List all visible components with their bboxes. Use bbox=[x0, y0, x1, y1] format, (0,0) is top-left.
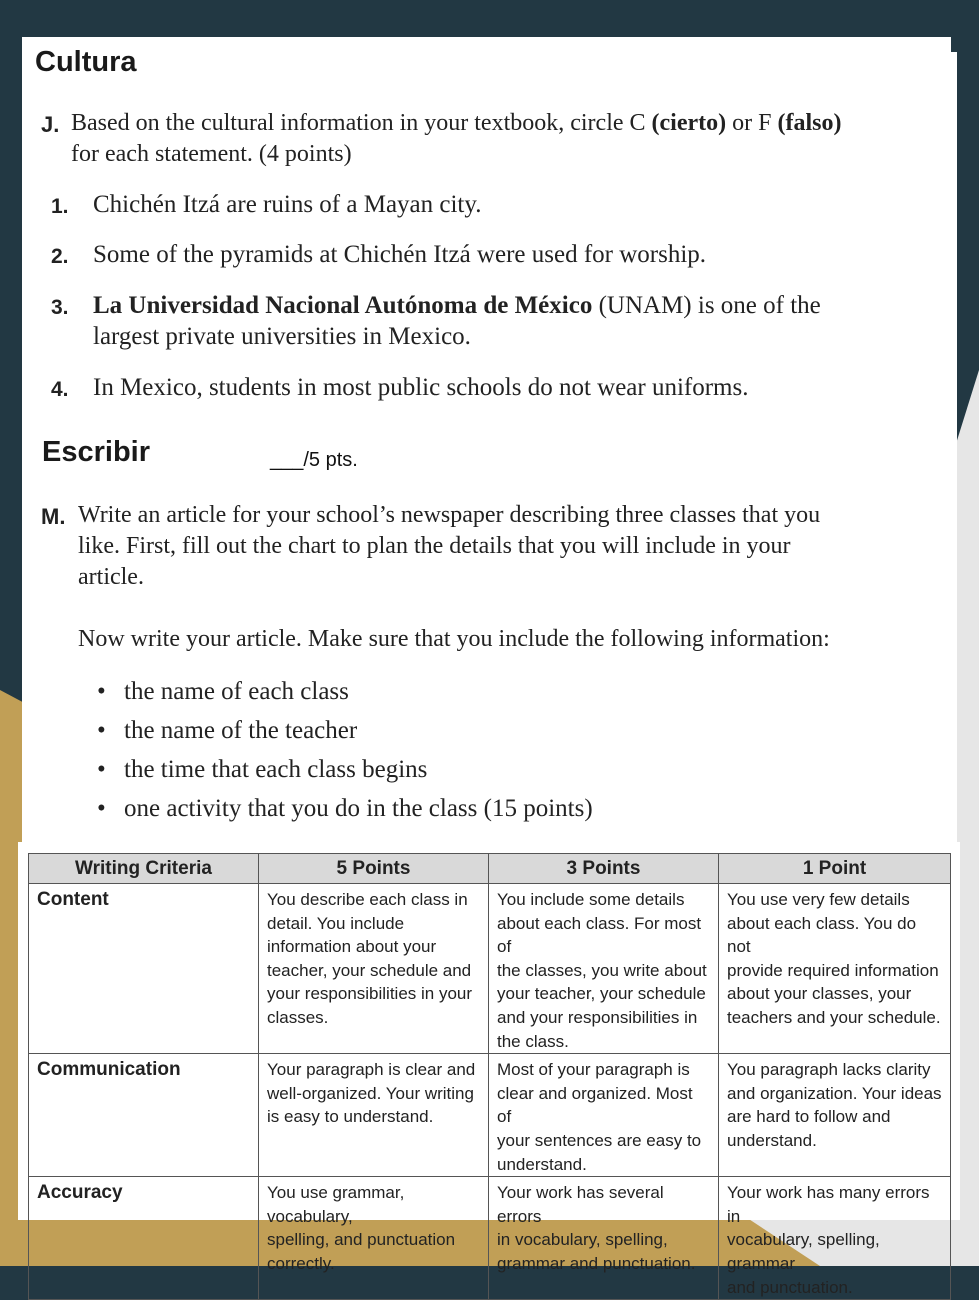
table-header-row bbox=[29, 854, 951, 884]
prompt-line: like. First, fill out the chart to plan the details that you will include in your bbox=[78, 533, 791, 559]
column-header: 3 Points bbox=[489, 854, 719, 884]
cultura-heading: Cultura bbox=[35, 46, 137, 78]
column-header: 1 Point bbox=[719, 854, 951, 884]
statement-text: In Mexico, students in most public schools do not wear uniforms. bbox=[93, 374, 749, 401]
bullet-icon: • bbox=[97, 756, 106, 783]
question-letter-m: M. bbox=[41, 504, 66, 529]
prompt-line: article. bbox=[78, 564, 144, 590]
rubric-cell: You use very few details about each class. You do not provide required information about your classes, your teachers and your schedule. bbox=[719, 884, 951, 1054]
rubric-cell: You paragraph lacks clarity and organization. Your ideas are hard to follow and understand. bbox=[719, 1054, 951, 1177]
now-write-instructions: Now write your article. Make sure that you include the following information: bbox=[78, 626, 830, 652]
statement-text: Chichén Itzá are ruins of a Mayan city. bbox=[93, 191, 482, 218]
requirements-list bbox=[97, 675, 593, 831]
statement-number: 4. bbox=[51, 378, 69, 401]
list-item: • the time that each class begins bbox=[97, 753, 593, 792]
statement-number: 3. bbox=[51, 296, 69, 319]
escribir-prompt bbox=[78, 500, 820, 593]
bullet-icon: • bbox=[97, 678, 106, 705]
statement-text: La Universidad Nacional Autónoma de México (UNAM) is one of the largest private universities in Mexico. bbox=[93, 292, 821, 350]
bullet-icon: • bbox=[97, 795, 106, 822]
statement-text: Some of the pyramids at Chichén Itzá were used for worship. bbox=[93, 241, 707, 268]
rubric-cell: You include some details about each class. For most of the classes, you write about your teacher, your schedule and your responsibilities in the class. bbox=[489, 884, 719, 1054]
rubric-cell: You describe each class in detail. You include information about your teacher, your schedule and your responsibilities in your classes. bbox=[259, 884, 489, 1054]
list-item: • one activity that you do in the class (15 points) bbox=[97, 792, 593, 831]
list-item: • the name of each class bbox=[97, 675, 593, 714]
question-letter-j: J. bbox=[41, 112, 60, 137]
criterion-cell: Accuracy bbox=[29, 1177, 259, 1300]
bullet-icon: • bbox=[97, 717, 106, 744]
instructions-line-1: Based on the cultural information in your textbook, circle C (cierto) or F (falso) bbox=[71, 110, 842, 136]
column-header: 5 Points bbox=[259, 854, 489, 884]
rubric-cell: Your paragraph is clear and well-organized. Your writing is easy to understand. bbox=[259, 1054, 489, 1177]
column-header: Writing Criteria bbox=[29, 854, 259, 884]
table-row bbox=[29, 1054, 951, 1177]
criterion-cell: Communication bbox=[29, 1054, 259, 1177]
points-blank: ___/5 pts. bbox=[270, 449, 358, 471]
table-row bbox=[29, 884, 951, 1054]
rubric-cell: You use grammar, vocabulary, spelling, and punctuation correctly. bbox=[259, 1177, 489, 1300]
prompt-line: Write an article for your school’s newspaper describing three classes that you bbox=[78, 502, 821, 528]
writing-rubric-table bbox=[28, 853, 951, 1300]
rubric-cell: Your work has several errors in vocabulary, spelling, grammar and punctuation. bbox=[489, 1177, 719, 1300]
instructions-line-2: for each statement. (4 points) bbox=[71, 141, 352, 167]
criterion-cell: Content bbox=[29, 884, 259, 1054]
rubric-cell: Most of your paragraph is clear and organized. Most of your sentences are easy to understand. bbox=[489, 1054, 719, 1177]
escribir-heading: Escribir bbox=[42, 436, 150, 468]
worksheet-page-edge bbox=[935, 52, 957, 842]
table-row bbox=[29, 1177, 951, 1300]
statement-number: 2. bbox=[51, 245, 69, 268]
statement-number: 1. bbox=[51, 195, 69, 218]
rubric-cell: Your work has many errors in vocabulary, spelling, grammar and punctuation. bbox=[719, 1177, 951, 1300]
list-item: • the name of the teacher bbox=[97, 714, 593, 753]
cultura-instructions bbox=[71, 108, 841, 170]
unam-name: La Universidad Nacional Autónoma de México bbox=[93, 292, 593, 319]
